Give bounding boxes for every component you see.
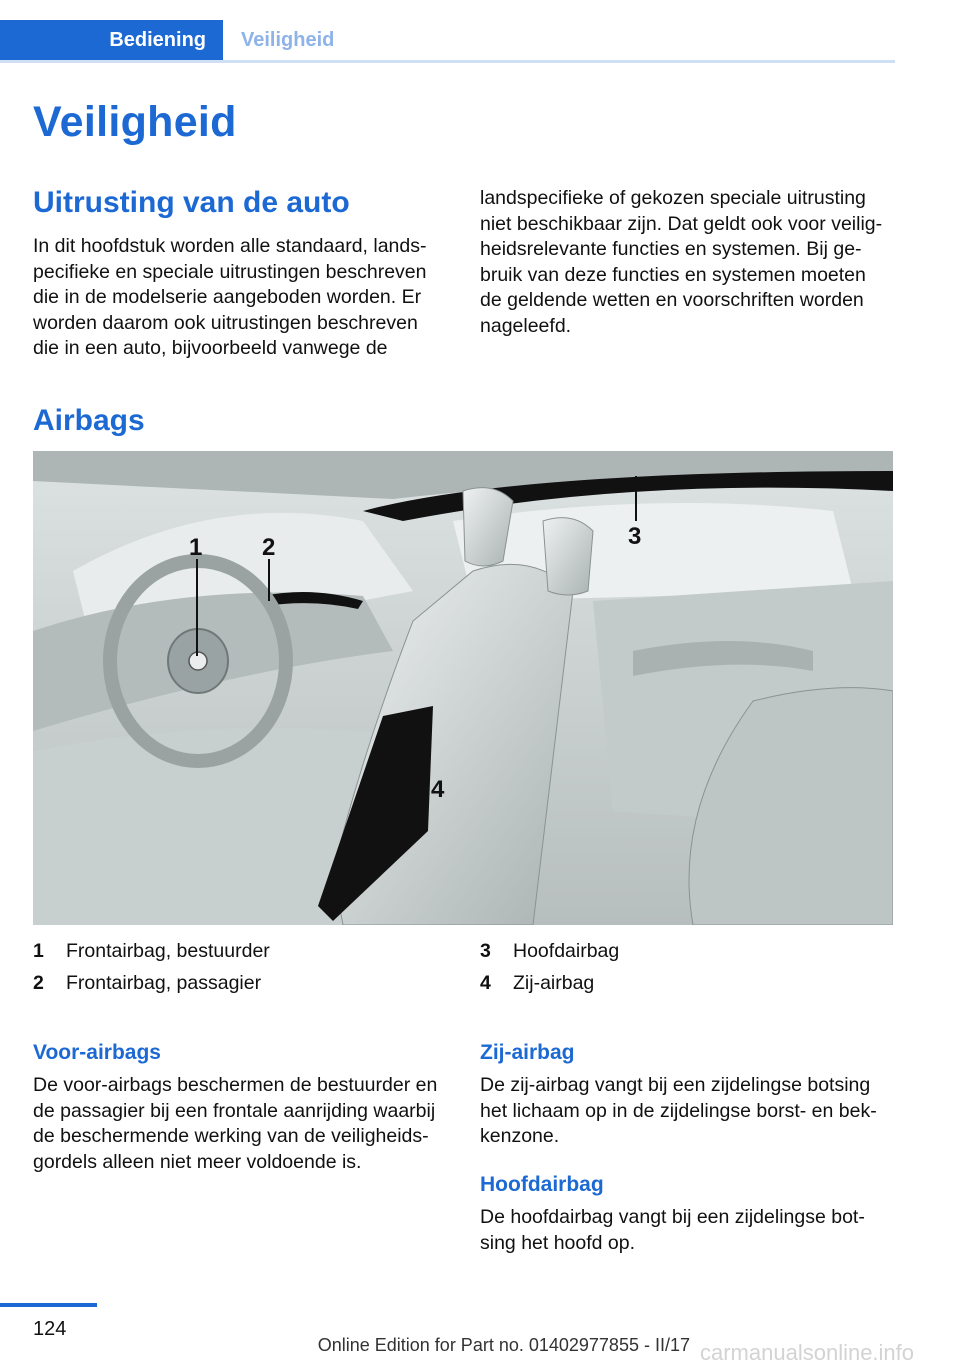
figure-legend-left: [33, 935, 270, 999]
header-tabbar: [0, 20, 895, 64]
zij-airbag-text: De zij-airbag vangt bij een zijdelingse botsing het lichaam op in de zijdelingse borst- en bek- kenzone.: [480, 1074, 877, 1148]
legend-label: Frontairbag, bestuurder: [66, 940, 270, 962]
legend-item: [480, 935, 619, 967]
legend-item: [480, 967, 619, 999]
header-divider: [0, 60, 895, 63]
legend-label: Hoofdairbag: [513, 940, 620, 962]
legend-num: 3: [480, 940, 491, 962]
tab-veiligheid-label: Veiligheid: [241, 29, 335, 51]
section-heading-airbags: Airbags: [33, 404, 145, 437]
tab-veiligheid[interactable]: [241, 20, 334, 61]
legend-item: [33, 967, 270, 999]
subheading-hoofdairbag: Hoofdairbag: [480, 1173, 604, 1196]
footer-rule: [0, 1303, 97, 1307]
voor-airbags-text: De voor-airbags beschermen de bestuurder en de passagier bij een frontale aanrijding waarbij de beschermende werking van de veiligheids- gordels alleen niet meer voldoende is.: [33, 1074, 438, 1173]
legend-label: Frontairbag, passagier: [66, 972, 262, 994]
page-number: 124: [33, 1318, 67, 1340]
intro-text-col1: In dit hoofdstuk worden alle standaard, lands- pecifieke en speciale uitrustingen beschreven die in de modelserie aangeboden worden. Er worden daarom ook uitrustingen beschreven die in een auto, bijvoorbeeld vanwege de: [33, 235, 427, 360]
legend-num: 2: [33, 972, 44, 994]
tab-bediening[interactable]: [0, 20, 223, 61]
legend-num: 1: [33, 940, 44, 962]
legend-label: Zij-airbag: [513, 972, 595, 994]
callout-1: 1: [189, 534, 203, 561]
callout-4: 4: [431, 776, 445, 803]
tab-bediening-label: Bediening: [109, 29, 206, 51]
car-interior-drawing: [33, 451, 893, 925]
subheading-voor-airbags: Voor-airbags: [33, 1041, 161, 1064]
hoofdairbag-text: De hoofdairbag vangt bij een zijdelingse bot- sing het hoofd op.: [480, 1206, 865, 1254]
callout-2: 2: [262, 534, 276, 561]
figure-legend-right: [480, 935, 619, 999]
page-title: Veiligheid: [33, 98, 237, 146]
callout-3: 3: [628, 523, 642, 550]
watermark: carmanualsonline.info: [700, 1340, 915, 1365]
intro-text-col2: landspecifieke of gekozen speciale uitrusting niet beschikbaar zijn. Dat geldt ook voor veilig- heidsrelevante functies en systemen. Bij ge- bruik van deze functies en systemen moeten de geldende wetten en voorschriften worden nageleefd.: [480, 187, 883, 337]
airbag-interior-illustration: [33, 451, 893, 925]
legend-item: [33, 935, 270, 967]
edition-note: Online Edition for Part no. 01402977855 - II/17: [317, 1335, 690, 1355]
legend-num: 4: [480, 972, 491, 994]
section-heading-uitrusting: Uitrusting van de auto: [33, 186, 350, 219]
subheading-zij-airbag: Zij-airbag: [480, 1041, 575, 1064]
